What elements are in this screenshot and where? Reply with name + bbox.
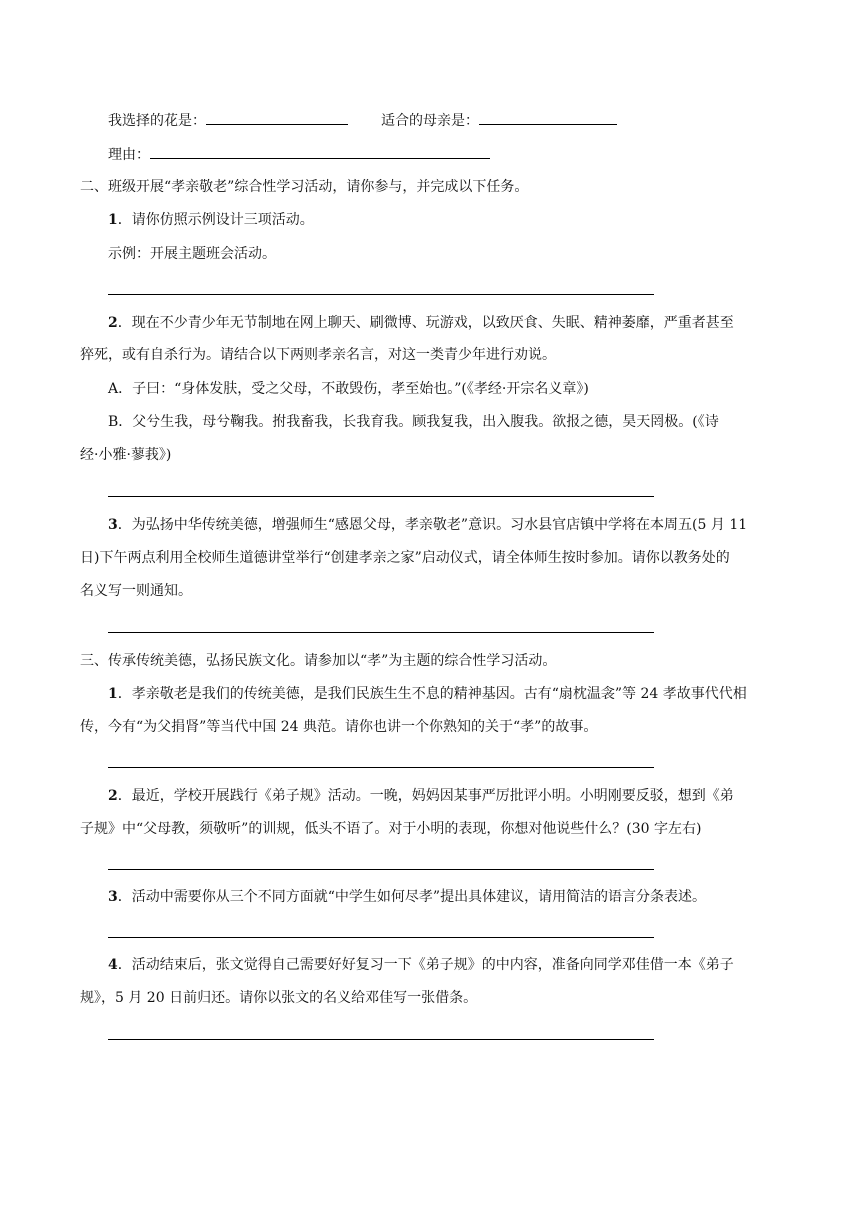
s2-q1-example: 示例：开展主题班会活动。 (108, 246, 276, 262)
section2-heading: 二、班级开展“孝亲敬老”综合性学习活动，请你参与，并完成以下任务。 (80, 179, 529, 195)
section3-heading: 三、传承传统美德，弘扬民族文化。请参加以“孝”为主题的综合性学习活动。 (80, 653, 557, 669)
s2-q2-text-1: ．现在不少青少年无节制地在网上聊天、刷微博、玩游戏，以致厌食、失眠、精神萎靡，严重者甚至 (117, 315, 734, 331)
mother-label: 适合的母亲是： (381, 113, 479, 129)
s3-q4-number: 4 (108, 957, 118, 973)
s3-q3-number: 3 (108, 889, 118, 905)
s3-q1-line2: 传，今有“为父捐肾”等当代中国 24 典范。请你也讲一个你熟知的关于“孝”的故事。 (80, 719, 598, 735)
s2-q1-text: ．请你仿照示例设计三项活动。 (117, 212, 314, 228)
s3-q4-line1 (108, 955, 734, 975)
s2-q3-line3: 名义写一则通知。 (80, 583, 192, 599)
s2-q3-number: 3 (108, 517, 118, 533)
flower-choice-row (108, 110, 348, 131)
s2-q3-line2: 日)下午两点利用全校师生道德讲堂举行“创建孝亲之家”启动仪式，请全体师生按时参加。请你以教务处的 (80, 550, 730, 566)
s3-q3-text: ．活动中需要你从三个不同方面就“中学生如何尽孝”提出具体建议，请用简洁的语言分条表述。 (117, 889, 707, 905)
s2-q1-answer-line[interactable] (108, 294, 654, 295)
s3-q2-text-1: ．最近，学校开展践行《弟子规》活动。一晚，妈妈因某事严厉批评小明。小明刚要反驳，想到《弟 (117, 788, 734, 804)
flower-answer-blank[interactable] (206, 110, 348, 125)
s3-q1-number: 1 (108, 686, 118, 702)
s3-q2-answer-line[interactable] (108, 869, 654, 870)
s2-q2-line1 (108, 313, 734, 333)
s2-q2-answer-line[interactable] (108, 496, 654, 497)
s2-q1-number: 1 (108, 212, 118, 228)
reason-answer-blank[interactable] (150, 144, 490, 159)
mother-answer-blank[interactable] (479, 110, 617, 125)
s3-q1-answer-line[interactable] (108, 767, 654, 768)
s3-q3-answer-line[interactable] (108, 937, 654, 938)
s3-q3-prompt (108, 887, 706, 907)
s2-q3-line1 (108, 515, 747, 535)
s2-q2-number: 2 (108, 315, 118, 331)
s2-q1-prompt (108, 210, 314, 230)
reason-row (108, 144, 490, 165)
s3-q2-line1 (108, 786, 734, 806)
s2-q2-quote-b-1: B．父兮生我，母兮鞠我。拊我畜我，长我育我。顾我复我，出入腹我。欲报之德，昊天罔极。(《诗 (108, 414, 719, 430)
s3-q2-number: 2 (108, 788, 118, 804)
s3-q1-text-1: ．孝亲敬老是我们的传统美德，是我们民族生生不息的精神基因。古有“扇枕温衾”等 24 孝故事代代相 (117, 686, 747, 702)
s2-q3-answer-line[interactable] (108, 632, 654, 633)
s2-q2-line2: 猝死，或有自杀行为。请结合以下两则孝亲名言，对这一类青少年进行劝说。 (80, 347, 556, 363)
s2-q2-quote-a: A．子曰：“身体发肤，受之父母，不敢毁伤，孝至始也。”(《孝经·开宗名义章》) (108, 381, 589, 397)
mother-choice-row (381, 110, 617, 131)
reason-label: 理由： (108, 147, 150, 163)
s3-q4-answer-line[interactable] (108, 1039, 654, 1040)
s3-q4-text-1: ．活动结束后，张文觉得自己需要好好复习一下《弟子规》的中内容，准备向同学邓佳借一本《弟子 (117, 957, 734, 973)
s2-q2-quote-b-2: 经·小雅·蓼莪》) (80, 447, 172, 463)
s3-q4-line2: 规》，5 月 20 日前归还。请你以张文的名义给邓佳写一张借条。 (80, 990, 478, 1006)
s3-q1-line1 (108, 684, 747, 704)
s2-q3-text-1: ．为弘扬中华传统美德，增强师生“感恩父母，孝亲敬老”意识。习水县官店镇中学将在本周五(5 月 11 (117, 517, 748, 533)
flower-label: 我选择的花是： (108, 113, 206, 129)
s3-q2-line2: 子规》中“父母教，须敬听”的训规，低头不语了。对于小明的表现，你想对他说些什么？(30 字左右) (80, 821, 702, 837)
